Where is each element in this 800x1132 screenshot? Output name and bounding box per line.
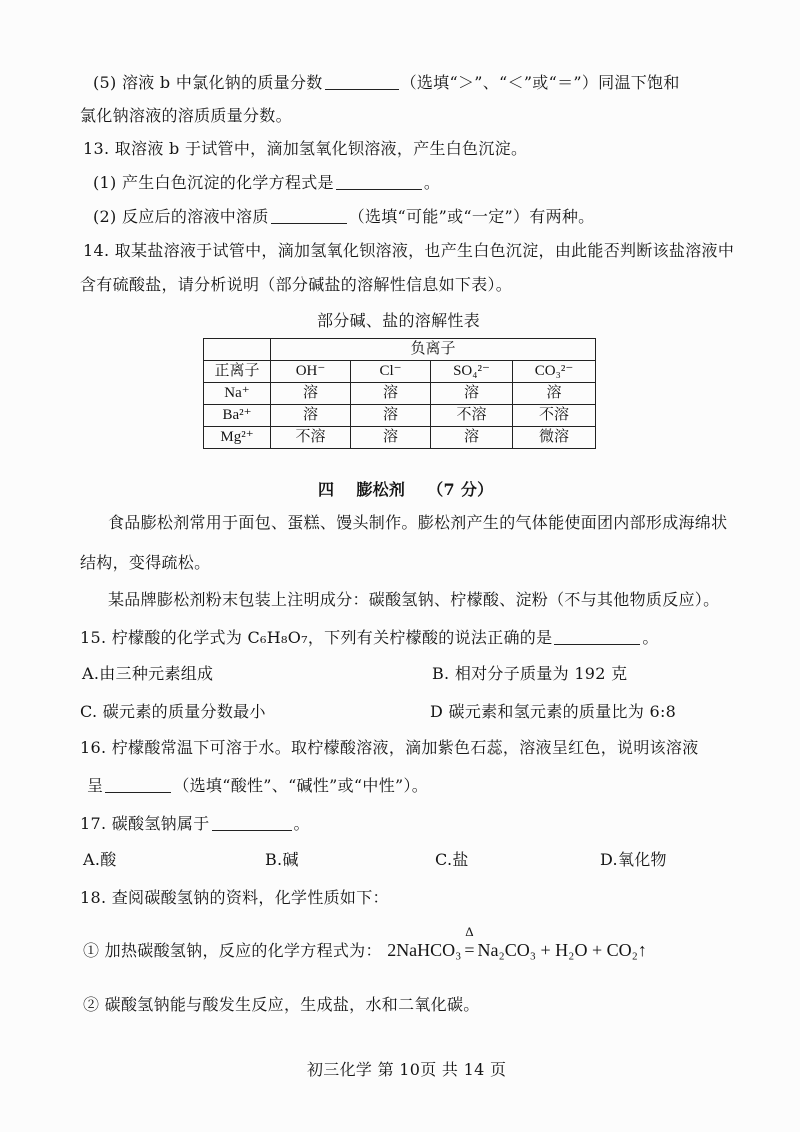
q12-5-text-after: （选填“＞”、“＜”或“＝”）同温下饱和: [400, 73, 680, 92]
answer-blank: [105, 776, 171, 793]
ingredients-note: 某品牌膨松剂粉末包装上注明成分：碳酸氢钠、柠檬酸、淀粉（不与其他物质反应）。: [108, 590, 720, 609]
section-intro-line-2: 结构，变得疏松。: [80, 553, 211, 572]
table-cell: 不溶: [431, 405, 513, 427]
q16-line-2-end: （选填“酸性”、“碱性”或“中性”）。: [173, 776, 429, 795]
answer-blank: [271, 207, 347, 224]
table-cell: 溶: [271, 405, 351, 427]
table-row: [204, 383, 596, 405]
q17-option-c: C.盐: [435, 850, 469, 869]
q13-sub-1-text: (1) 产生白色沉淀的化学方程式是: [93, 173, 334, 192]
q18-property-2: ② 碳酸氢钠能与酸发生反应，生成盐，水和二氧化碳。: [83, 995, 480, 1014]
anion-header: Cl⁻: [351, 361, 431, 383]
q12-5-line-1: [93, 73, 680, 93]
table-cell: 溶: [271, 383, 351, 405]
section-intro-line-1: 食品膨松剂常用于面包、蛋糕、馒头制作。膨松剂产生的气体能使面团内部形成海绵状: [108, 513, 728, 532]
equals-sign: =: [464, 940, 475, 960]
q15-option-c: C. 碳元素的质量分数最小: [80, 702, 266, 721]
answer-blank: [554, 628, 640, 645]
q16-stem-line-1: 16. 柠檬酸常温下可溶于水。取柠檬酸溶液，滴加紫色石蕊，溶液呈红色，说明该溶液: [80, 738, 699, 757]
anion-header: SO₄²⁻: [431, 361, 513, 383]
answer-blank: [325, 73, 399, 90]
table-cell: 溶: [513, 383, 596, 405]
anion-group-header: 负离子: [271, 339, 596, 361]
q13-sub-2-end: （选填“可能”或“一定”）有两种。: [348, 207, 595, 226]
q17-stem: [80, 814, 310, 834]
q16-stem-line-2: [87, 776, 428, 796]
q17-stem-end: 。: [293, 814, 310, 833]
table-cell: 溶: [351, 405, 431, 427]
anion-header: OH⁻: [271, 361, 351, 383]
q18-property-1-text: ① 加热碳酸氢钠，反应的化学方程式为：: [83, 941, 382, 960]
q13-sub-2-text: (2) 反应后的溶液中溶质: [93, 207, 269, 226]
q14-stem-line-1: 14. 取某盐溶液于试管中，滴加氢氧化钡溶液，也产生白色沉淀，由此能否判断该盐溶液中: [83, 241, 735, 260]
heating-condition-sign: [462, 924, 476, 963]
table-title: 部分碱、盐的溶解性表: [317, 311, 481, 330]
q14-stem-line-2: 含有硫酸盐，请分析说明（部分碱盐的溶解性信息如下表）。: [80, 275, 513, 294]
section-number: 四: [318, 480, 335, 499]
q13-sub-1-end: 。: [423, 173, 441, 192]
cation-label: Na⁺: [204, 383, 271, 405]
table-row: [204, 427, 596, 449]
equation-products: Na₂CO₃ + H₂O + CO₂↑: [477, 940, 647, 960]
table-cell: 微溶: [513, 427, 596, 449]
q16-line-2-text: 呈: [87, 776, 104, 795]
table-header-row: [204, 361, 596, 383]
section-title: 膨松剂: [356, 480, 406, 499]
answer-blank: [336, 173, 422, 190]
table-cell: 溶: [351, 427, 431, 449]
q17-stem-text: 17. 碳酸氢钠属于: [80, 814, 210, 833]
table-header-row: [204, 339, 596, 361]
page-footer: 初三化学 第 10页 共 14 页: [307, 1060, 507, 1079]
cation-group-header: 正离子: [204, 361, 271, 383]
q17-option-d: D.氧化物: [600, 850, 667, 869]
table-cell: 不溶: [513, 405, 596, 427]
table-corner-cell: [204, 339, 271, 361]
q15-option-a: A.由三种元素组成: [82, 664, 214, 683]
answer-blank: [212, 814, 292, 831]
q15-stem-end: 。: [642, 628, 659, 647]
q17-option-b: B.碱: [265, 850, 299, 869]
q13-sub-1: [93, 173, 440, 193]
table-cell: 溶: [431, 383, 513, 405]
anion-header: CO₃²⁻: [513, 361, 596, 383]
table-row: [204, 405, 596, 427]
table-cell: 溶: [351, 383, 431, 405]
equation-reactants: 2NaHCO₃: [387, 940, 462, 960]
q15-option-d: D 碳元素和氢元素的质量比为 6:8: [430, 702, 677, 721]
q15-stem: [80, 628, 659, 648]
q13-sub-2: [93, 207, 594, 227]
table-cell: 不溶: [271, 427, 351, 449]
section-points: （7 分）: [427, 480, 494, 499]
cation-label: Mg²⁺: [204, 427, 271, 449]
q15-stem-text: 15. 柠檬酸的化学式为 C₆H₈O₇，下列有关柠檬酸的说法正确的是: [80, 628, 553, 647]
q13-stem: 13. 取溶液 b 于试管中，滴加氢氧化钡溶液，产生白色沉淀。: [83, 139, 528, 158]
chemical-equation: [387, 924, 647, 960]
table-cell: 溶: [431, 427, 513, 449]
q17-option-a: A.酸: [83, 850, 117, 869]
q15-option-b: B. 相对分子质量为 192 克: [432, 664, 628, 683]
solubility-table: [203, 338, 596, 449]
q12-5-line-2: 氯化钠溶液的溶质质量分数。: [80, 106, 292, 125]
heating-delta: Δ: [465, 924, 474, 939]
q18-property-1: [83, 924, 647, 964]
section-heading: [318, 480, 493, 500]
q18-stem: 18. 查阅碳酸氢钠的资料，化学性质如下：: [80, 888, 389, 907]
q12-5-text-before: (5) 溶液 b 中氯化钠的质量分数: [93, 73, 323, 92]
cation-label: Ba²⁺: [204, 405, 271, 427]
